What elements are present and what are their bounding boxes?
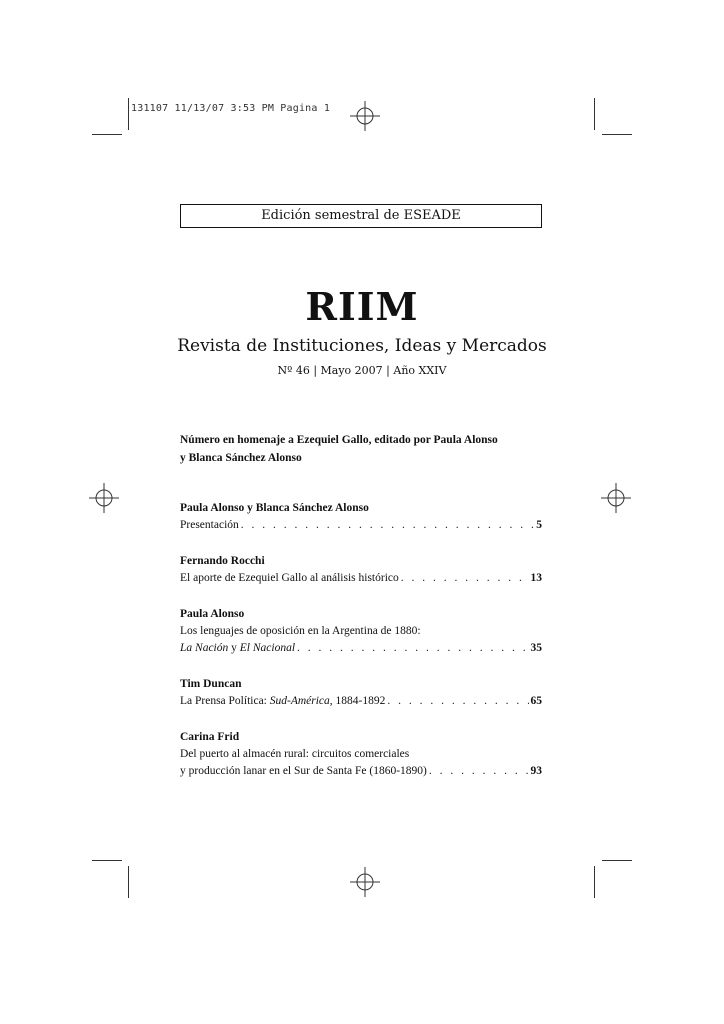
registration-mark-icon (350, 101, 380, 131)
toc-title-text: , 1884-1892 (329, 695, 386, 707)
toc-title-text: La Prensa Política: (180, 695, 270, 707)
crop-mark (128, 98, 129, 130)
leader-dots (297, 640, 528, 657)
crop-mark (128, 866, 129, 898)
leader-dots (429, 763, 529, 780)
toc-title-line (180, 517, 542, 534)
toc-title-italic: Sud-América (269, 695, 330, 707)
dedication-line: Número en homenaje a Ezequiel Gallo, editado por Paula Alonso (180, 434, 498, 446)
toc-author: Paula Alonso (180, 608, 245, 620)
table-of-contents (180, 500, 542, 799)
toc-page: 5 (536, 519, 542, 531)
toc-page: 35 (530, 642, 542, 654)
toc-author: Paula Alonso y Blanca Sánchez Alonso (180, 502, 369, 514)
journal-name: Revista de Instituciones, Ideas y Mercados (177, 336, 547, 356)
leader-dots (401, 570, 529, 587)
dedication (180, 431, 550, 467)
toc-title-text: y (228, 642, 240, 654)
toc-entry (180, 606, 542, 657)
toc-author: Fernando Rocchi (180, 555, 265, 567)
toc-title-italic: El Nacional (239, 642, 296, 654)
crop-mark (602, 134, 632, 135)
toc-entry (180, 676, 542, 710)
printer-slug: 131107 11/13/07 3:53 PM Pagina 1 (131, 103, 331, 114)
crop-mark (92, 134, 122, 135)
toc-page: 13 (530, 572, 542, 584)
toc-title: Los lenguajes de oposición en la Argentina de 1880: (180, 625, 421, 637)
leader-dots (241, 517, 534, 534)
toc-title: El aporte de Ezequiel Gallo al análisis histórico (180, 572, 399, 584)
toc-title (180, 640, 295, 657)
toc-page: 65 (530, 695, 542, 707)
toc-title: Del puerto al almacén rural: circuitos comerciales (180, 748, 410, 760)
toc-title-line (180, 763, 542, 780)
toc-title (180, 693, 385, 710)
crop-mark (594, 98, 595, 130)
registration-mark-icon (350, 867, 380, 897)
toc-title-line (180, 570, 542, 587)
toc-title: y producción lanar en el Sur de Santa Fe (1860-1890) (180, 765, 427, 777)
toc-title-line (180, 640, 542, 657)
toc-title-italic: La Nación (180, 642, 229, 654)
crop-mark (594, 866, 595, 898)
toc-author: Tim Duncan (180, 678, 242, 690)
crop-mark (602, 860, 632, 861)
dedication-line: y Blanca Sánchez Alonso (180, 452, 302, 464)
registration-mark-icon (601, 483, 631, 513)
toc-author: Carina Frid (180, 731, 240, 743)
toc-entry (180, 500, 542, 534)
registration-mark-icon (89, 483, 119, 513)
leader-dots (387, 693, 528, 710)
toc-entry (180, 729, 542, 780)
issue-info: Nº 46 | Mayo 2007 | Año XXIV (277, 364, 447, 377)
toc-entry (180, 553, 542, 587)
crop-mark (92, 860, 122, 861)
toc-title: Presentación (180, 519, 239, 531)
toc-title-line (180, 693, 542, 710)
toc-page: 93 (530, 765, 542, 777)
journal-acronym: RIIM (305, 284, 419, 329)
edition-banner: Edición semestral de ESEADE (180, 204, 542, 228)
